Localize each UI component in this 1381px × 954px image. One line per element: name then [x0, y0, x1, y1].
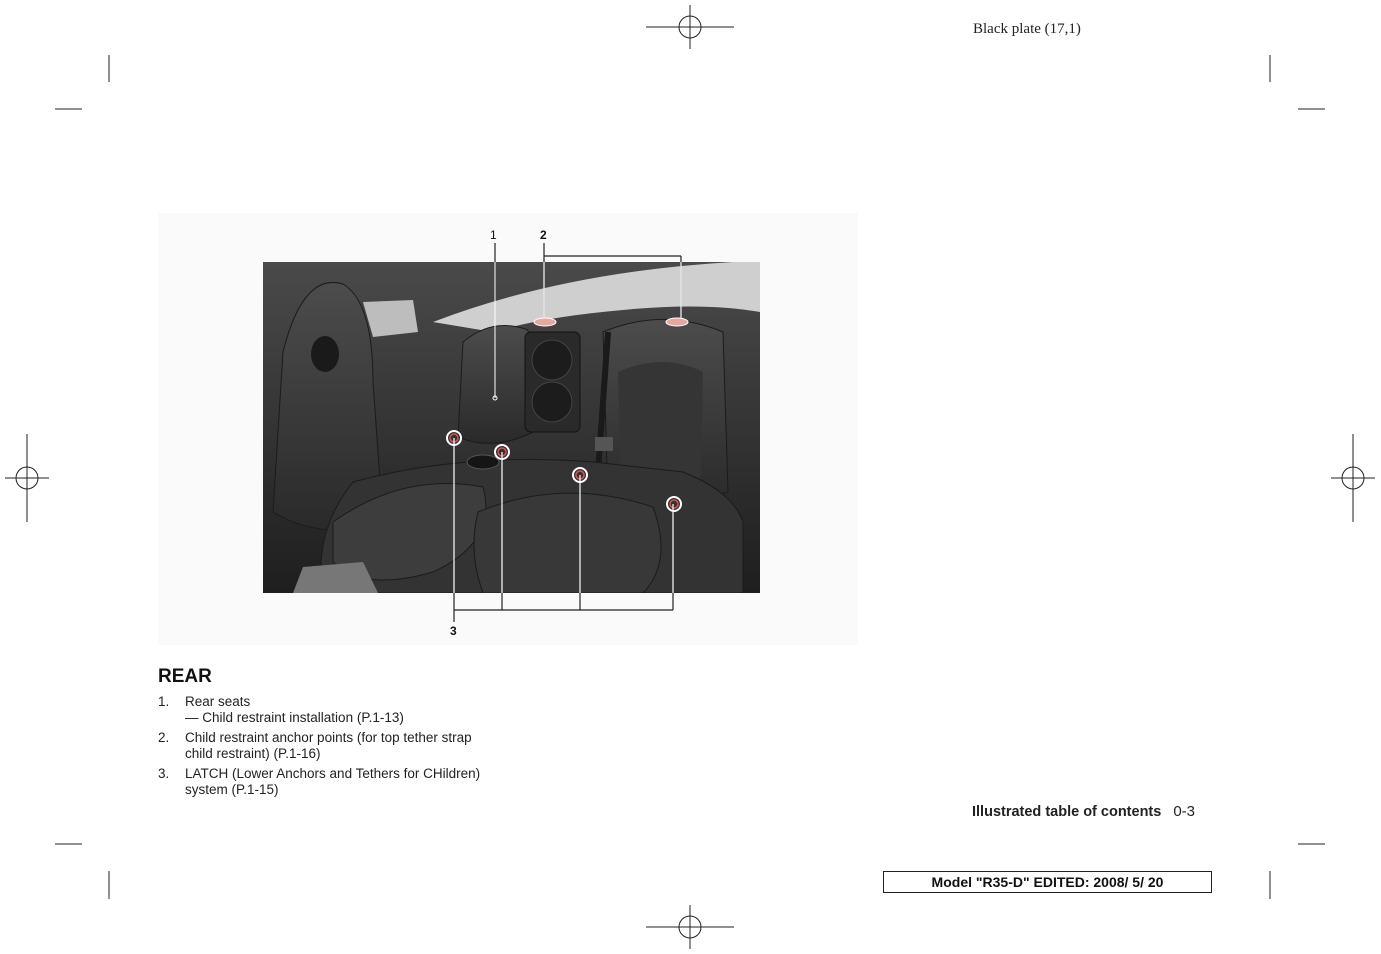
- legend-list: [158, 694, 503, 802]
- item-subtext: — Child restraint installation (P.1-13): [185, 710, 404, 725]
- callout-1: 1: [490, 228, 497, 242]
- item-subtext: child restraint) (P.1-16): [185, 746, 321, 761]
- page-number: 0-3: [1173, 803, 1196, 820]
- section-title: REAR: [158, 666, 212, 687]
- list-item: [158, 694, 503, 726]
- item-number: 1.: [158, 694, 170, 709]
- section-label: Illustrated table of contents: [972, 804, 1162, 820]
- list-item: [158, 730, 503, 762]
- running-footer: [972, 803, 1195, 820]
- item-text: Child restraint anchor points (for top tether strap: [185, 730, 472, 745]
- item-subtext: system (P.1-15): [185, 782, 279, 797]
- item-number: 2.: [158, 730, 170, 745]
- plate-label: Black plate (17,1): [973, 21, 1081, 37]
- item-text: Rear seats: [185, 694, 251, 709]
- callout-3: 3: [450, 624, 457, 638]
- callout-2: 2: [540, 228, 547, 242]
- item-text: LATCH (Lower Anchors and Tethers for CHildren): [185, 766, 481, 781]
- item-number: 3.: [158, 766, 170, 781]
- model-edit-stamp: Model "R35-D" EDITED: 2008/ 5/ 20: [883, 871, 1212, 893]
- list-item: [158, 766, 503, 798]
